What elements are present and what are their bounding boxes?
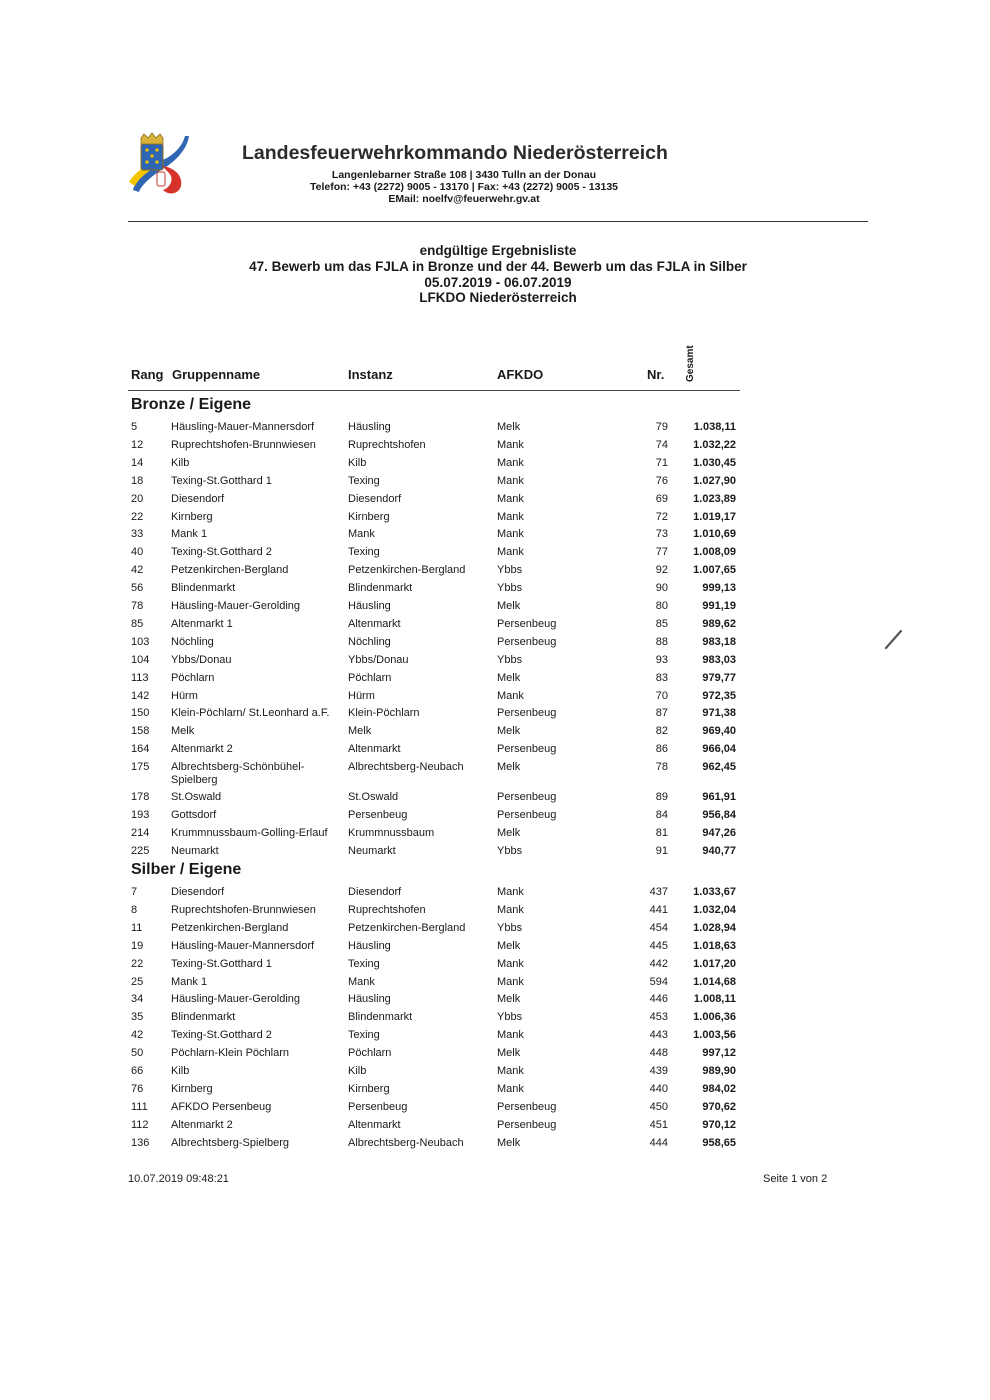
cell-gruppenname: Texing-St.Gotthard 1 (171, 957, 272, 970)
cell-instanz: Albrechtsberg-Neubach (348, 1136, 464, 1149)
cell-gruppenname: Ruprechtshofen-Brunnwiesen (171, 438, 316, 451)
cell-nr: 443 (649, 1029, 668, 1042)
cell-gruppenname: Ruprechtshofen-Brunnwiesen (171, 903, 316, 916)
cell-nr: 594 (649, 975, 668, 988)
cell-rang: 225 (131, 844, 150, 857)
cell-gruppenname: Kilb (171, 456, 190, 469)
email-line: EMail: noelfv@feuerwehr.gv.at (388, 193, 540, 205)
cell-afkdo: Melk (497, 993, 521, 1006)
cell-gesamt: 1.007,65 (693, 564, 736, 577)
cell-nr: 72 (655, 510, 668, 523)
cell-instanz: Texing (348, 1029, 380, 1042)
cell-afkdo: Persenbeug (497, 743, 557, 756)
title-line-2: 47. Bewerb um das FJLA in Bronze und der 44. Bewerb um das FJLA in Silber (249, 258, 747, 274)
page-indicator: Seite 1 von 2 (763, 1173, 828, 1185)
cell-afkdo: Melk (497, 761, 521, 774)
cell-nr: 90 (655, 582, 668, 595)
cell-gesamt: 970,12 (702, 1118, 736, 1131)
cell-instanz: Hürm (348, 689, 375, 702)
cell-afkdo: Mank (497, 886, 524, 898)
table-row (0, 511, 990, 529)
cell-nr: 86 (655, 743, 668, 756)
cell-afkdo: Persenbeug (497, 791, 557, 803)
cell-nr: 87 (655, 707, 668, 720)
cell-nr: 445 (649, 939, 668, 952)
cell-rang: 164 (131, 743, 150, 756)
cell-afkdo: Mank (497, 1029, 524, 1042)
cell-rang: 33 (131, 528, 144, 541)
cell-afkdo: Persenbeug (497, 617, 557, 630)
section-title: Bronze / Eigene (131, 396, 252, 413)
cell-rang: 42 (131, 564, 144, 577)
cell-afkdo: Ybbs (497, 844, 523, 857)
cell-afkdo: Persenbeug (497, 635, 557, 648)
cell-gesamt: 1.019,17 (693, 510, 736, 523)
cell-instanz: Persenbeug (348, 808, 408, 821)
cell-rang: 150 (131, 707, 150, 720)
table-row (0, 886, 990, 904)
cell-gesamt: 997,12 (702, 1047, 736, 1060)
table-row (0, 1065, 990, 1083)
cell-nr: 453 (649, 1011, 668, 1024)
cell-rang: 103 (131, 635, 150, 648)
cell-afkdo: Persenbeug (497, 808, 557, 821)
cell-gesamt: 1.008,09 (693, 546, 736, 559)
table-row (0, 904, 990, 922)
cell-gesamt: 1.010,69 (693, 528, 736, 541)
cell-rang: 40 (131, 546, 144, 559)
cell-gruppenname: Texing-St.Gotthard 1 (171, 474, 272, 487)
cell-instanz: Petzenkirchen-Bergland (348, 564, 466, 577)
cell-instanz: Mank (348, 975, 375, 988)
cell-instanz: Persenbeug (348, 1100, 408, 1113)
cell-rang: 7 (131, 886, 138, 898)
cell-rang: 22 (131, 957, 144, 970)
cell-afkdo: Ybbs (497, 1011, 523, 1024)
cell-rang: 78 (131, 600, 144, 612)
cell-rang: 35 (131, 1011, 144, 1024)
cell-nr: 78 (655, 761, 668, 774)
cell-gesamt: 999,13 (702, 582, 736, 595)
cell-rang: 56 (131, 582, 144, 595)
cell-gesamt: 1.017,20 (693, 957, 736, 970)
cell-instanz: Blindenmarkt (348, 582, 413, 595)
cell-instanz: Texing (348, 546, 380, 559)
cell-nr: 439 (649, 1065, 668, 1077)
cell-instanz: Altenmarkt (348, 617, 401, 630)
column-header-rang: Rang (131, 367, 164, 382)
cell-instanz: Melk (348, 725, 372, 738)
cell-nr: 79 (655, 421, 668, 433)
table-row (0, 922, 990, 940)
cell-afkdo: Mank (497, 474, 524, 487)
cell-nr: 92 (655, 564, 668, 577)
cell-nr: 454 (649, 921, 668, 934)
cell-nr: 450 (649, 1100, 668, 1113)
cell-nr: 84 (655, 808, 668, 821)
cell-afkdo: Ybbs (497, 564, 523, 577)
title-line-1: endgültige Ergebnisliste (419, 243, 577, 258)
cell-gesamt: 1.018,63 (693, 939, 736, 952)
cell-instanz: St.Oswald (348, 791, 399, 803)
table-row (0, 1119, 990, 1137)
cell-instanz: Häusling (348, 421, 391, 433)
table-row (0, 940, 990, 958)
cell-instanz: Kirnberg (348, 1082, 390, 1095)
cell-gruppenname: Diesendorf (171, 492, 225, 505)
cell-nr: 85 (655, 617, 668, 630)
table-header-rule (128, 390, 740, 391)
cell-gruppenname: Häusling-Mauer-Gerolding (171, 600, 301, 612)
cell-gesamt: 947,26 (702, 826, 736, 839)
column-header-nr: Nr. (647, 367, 665, 382)
title-line-4: LFKDO Niederösterreich (419, 290, 577, 306)
cell-gruppenname: Blindenmarkt (171, 1011, 236, 1024)
cell-gesamt: 991,19 (702, 600, 736, 612)
cell-instanz: Häusling (348, 939, 391, 952)
cell-instanz: Nöchling (348, 635, 391, 648)
cell-nr: 89 (655, 791, 668, 803)
table-row (0, 690, 990, 708)
cell-nr: 444 (649, 1136, 668, 1149)
cell-gruppenname: AFKDO Persenbeug (171, 1100, 272, 1113)
letterhead (0, 0, 990, 230)
table-row (0, 439, 990, 457)
cell-gesamt: 984,02 (702, 1082, 736, 1095)
print-timestamp: 10.07.2019 09:48:21 (128, 1173, 229, 1185)
cell-gruppenname: Häusling-Mauer-Gerolding (171, 993, 301, 1006)
table-row (0, 493, 990, 511)
cell-gruppenname: Kirnberg (171, 1082, 213, 1095)
cell-gruppenname: Albrechtsberg-Spielberg (171, 1136, 290, 1149)
cell-gesamt: 983,18 (702, 635, 736, 648)
pen-mark (884, 628, 904, 650)
cell-rang: 11 (131, 921, 143, 934)
cell-gesamt: 1.032,22 (693, 438, 736, 451)
cell-gruppenname: Mank 1 (171, 528, 208, 541)
cell-gruppenname: Petzenkirchen-Bergland (171, 564, 289, 577)
cell-afkdo: Melk (497, 1136, 521, 1149)
cell-nr: 448 (649, 1047, 668, 1060)
column-header-gesamt: Gesamt (685, 345, 696, 382)
cell-gesamt: 989,62 (702, 617, 736, 630)
title-line-3: 05.07.2019 - 06.07.2019 (424, 274, 572, 290)
cell-nr: 93 (655, 653, 668, 666)
cell-instanz: Altenmarkt (348, 1118, 401, 1131)
cell-nr: 71 (655, 456, 668, 469)
cell-afkdo: Mank (497, 1082, 524, 1095)
cell-afkdo: Ybbs (497, 653, 523, 666)
cell-afkdo: Mank (497, 957, 524, 970)
cell-instanz: Häusling (348, 600, 391, 612)
cell-afkdo: Melk (497, 939, 521, 952)
cell-rang: 104 (131, 653, 150, 666)
cell-instanz: Krummnussbaum (348, 826, 435, 839)
table-row (0, 827, 990, 845)
cell-afkdo: Mank (497, 456, 524, 469)
coat-of-arms-logo (127, 132, 189, 196)
cell-nr: 88 (655, 635, 668, 648)
cell-gesamt: 969,40 (702, 725, 736, 738)
table-row (0, 761, 990, 786)
cell-gruppenname: Ybbs/Donau (171, 653, 232, 666)
cell-gruppenname: Blindenmarkt (171, 582, 236, 595)
table-row (0, 958, 990, 976)
cell-nr: 440 (649, 1082, 668, 1095)
cell-nr: 451 (649, 1118, 668, 1131)
cell-rang: 19 (131, 939, 144, 952)
cell-instanz: Kirnberg (348, 510, 390, 523)
cell-gesamt: 1.023,89 (693, 492, 736, 505)
cell-gruppenname: Pöchlarn (171, 671, 215, 684)
cell-afkdo: Persenbeug (497, 1118, 557, 1131)
cell-afkdo: Mank (497, 438, 524, 451)
cell-afkdo: Mank (497, 975, 524, 988)
column-header-gruppenname: Gruppenname (172, 367, 261, 382)
cell-instanz: Ruprechtshofen (348, 903, 426, 916)
cell-instanz: Petzenkirchen-Bergland (348, 921, 466, 934)
cell-gruppenname: Altenmarkt 2 (171, 1118, 233, 1131)
cell-gruppenname: Klein-Pöchlarn/ St.Leonhard a.F. (171, 707, 330, 720)
cell-afkdo: Mank (497, 1065, 524, 1077)
cell-rang: 22 (131, 510, 144, 523)
section-title: Silber / Eigene (131, 861, 242, 878)
cell-rang: 18 (131, 474, 144, 487)
table-row (0, 421, 990, 439)
table-row (0, 809, 990, 827)
table-row (0, 654, 990, 672)
cell-afkdo: Mank (497, 510, 524, 523)
cell-nr: 91 (655, 844, 668, 857)
cell-gesamt: 970,62 (702, 1100, 736, 1113)
cell-gesamt: 979,77 (702, 671, 736, 684)
cell-gruppenname: Pöchlarn-Klein Pöchlarn (171, 1047, 290, 1060)
cell-rang: 5 (131, 421, 138, 433)
table-row (0, 475, 990, 493)
table-row (0, 707, 990, 725)
cell-nr: 442 (649, 957, 668, 970)
cell-gruppenname: Altenmarkt 2 (171, 743, 233, 756)
column-header-afkdo: AFKDO (497, 367, 544, 382)
cell-nr: 74 (655, 438, 668, 451)
cell-afkdo: Mank (497, 528, 524, 541)
cell-gesamt: 1.030,45 (693, 456, 736, 469)
cell-rang: 66 (131, 1065, 144, 1077)
cell-rang: 8 (131, 903, 138, 916)
cell-instanz: Kilb (348, 1065, 367, 1077)
cell-gesamt: 983,03 (702, 653, 736, 666)
cell-gruppenname: Krummnussbaum-Golling-Erlauf (171, 826, 328, 839)
cell-afkdo: Mank (497, 546, 524, 559)
cell-nr: 83 (655, 671, 668, 684)
cell-instanz: Diesendorf (348, 492, 402, 505)
cell-afkdo: Mank (497, 689, 524, 702)
cell-gesamt: 1.027,90 (693, 474, 736, 487)
cell-gruppenname: Nöchling (171, 635, 214, 648)
cell-rang: 50 (131, 1047, 144, 1060)
table-row (0, 845, 990, 863)
cell-afkdo: Persenbeug (497, 707, 557, 720)
cell-nr: 441 (649, 903, 668, 916)
cell-rang: 111 (131, 1100, 148, 1113)
cell-instanz: Texing (348, 957, 380, 970)
table-row (0, 725, 990, 743)
cell-gesamt: 940,77 (702, 844, 736, 857)
cell-gruppenname: Häusling-Mauer-Mannersdorf (171, 939, 315, 952)
header-divider (128, 221, 868, 222)
cell-nr: 69 (655, 492, 668, 505)
cell-rang: 25 (131, 975, 144, 988)
table-row (0, 743, 990, 761)
cell-rang: 214 (131, 826, 150, 839)
cell-afkdo: Melk (497, 725, 521, 738)
table-row (0, 618, 990, 636)
cell-gruppenname: Texing-St.Gotthard 2 (171, 1029, 272, 1042)
cell-instanz: Diesendorf (348, 886, 402, 898)
table-row (0, 976, 990, 994)
cell-rang: 136 (131, 1136, 150, 1149)
cell-nr: 77 (655, 546, 668, 559)
cell-instanz: Kilb (348, 456, 367, 469)
table-row (0, 1011, 990, 1029)
cell-nr: 70 (655, 689, 668, 702)
cell-rang: 14 (131, 456, 144, 469)
cell-gesamt: 1.006,36 (693, 1011, 736, 1024)
cell-gruppenname: Kilb (171, 1065, 190, 1077)
cell-gruppenname: Gottsdorf (171, 808, 217, 821)
cell-afkdo: Melk (497, 421, 521, 433)
cell-instanz: Klein-Pöchlarn (348, 707, 420, 720)
cell-afkdo: Mank (497, 903, 524, 916)
table-row (0, 600, 990, 618)
cell-gruppenname: Diesendorf (171, 886, 225, 898)
cell-gruppenname: Petzenkirchen-Bergland (171, 921, 289, 934)
cell-gruppenname: Hürm (171, 689, 198, 702)
cell-gesamt: 1.032,04 (693, 903, 736, 916)
table-row (0, 457, 990, 475)
cell-rang: 20 (131, 492, 144, 505)
cell-rang: 158 (131, 725, 150, 738)
cell-gesamt: 989,90 (702, 1065, 736, 1077)
cell-rang: 193 (131, 808, 150, 821)
cell-gesamt: 1.033,67 (693, 886, 736, 898)
cell-gesamt: 971,38 (702, 707, 736, 720)
cell-nr: 446 (649, 993, 668, 1006)
cell-afkdo: Melk (497, 826, 521, 839)
cell-gruppenname: Neumarkt (171, 844, 219, 857)
cell-gruppenname: Texing-St.Gotthard 2 (171, 546, 272, 559)
cell-instanz: Albrechtsberg-Neubach (348, 761, 464, 774)
cell-instanz: Altenmarkt (348, 743, 401, 756)
cell-gesamt: 1.003,56 (693, 1029, 736, 1042)
cell-instanz: Ybbs/Donau (348, 653, 409, 666)
cell-afkdo: Melk (497, 600, 521, 612)
table-row (0, 1047, 990, 1065)
cell-rang: 85 (131, 617, 144, 630)
cell-rang: 142 (131, 689, 150, 702)
cell-gesamt: 958,65 (702, 1136, 736, 1149)
table-row (0, 582, 990, 600)
cell-gruppenname: Häusling-Mauer-Mannersdorf (171, 421, 315, 433)
cell-nr: 80 (655, 600, 668, 612)
cell-gesamt: 962,45 (702, 761, 736, 774)
address-line: Langenlebarner Straße 108 | 3430 Tulln an der Donau (331, 169, 597, 181)
cell-gesamt: 966,04 (702, 743, 736, 756)
cell-nr: 82 (655, 725, 668, 738)
cell-instanz: Häusling (348, 993, 391, 1006)
cell-gesamt: 1.014,68 (693, 975, 736, 988)
cell-afkdo: Melk (497, 671, 521, 684)
cell-rang: 113 (131, 671, 149, 684)
document-title (200, 243, 796, 306)
cell-rang: 76 (131, 1082, 144, 1095)
cell-rang: 175 (131, 761, 150, 774)
cell-afkdo: Mank (497, 492, 524, 505)
phone-line: Telefon: +43 (2272) 9005 - 13170 | Fax: +43 (2272) 9005 - 13135 (309, 181, 619, 193)
cell-nr: 76 (655, 474, 668, 487)
cell-nr: 81 (655, 826, 668, 839)
cell-instanz: Pöchlarn (348, 671, 392, 684)
cell-gesamt: 1.038,11 (693, 421, 736, 433)
cell-gruppenname: Albrechtsberg-Schönbühel-Spielberg (171, 761, 305, 786)
table-row (0, 672, 990, 690)
cell-rang: 112 (131, 1118, 149, 1131)
cell-instanz: Mank (348, 528, 375, 541)
cell-rang: 12 (131, 438, 144, 451)
table-row (0, 1029, 990, 1047)
cell-instanz: Pöchlarn (348, 1047, 392, 1060)
cell-instanz: Texing (348, 474, 380, 487)
cell-gesamt: 972,35 (702, 689, 736, 702)
cell-afkdo: Ybbs (497, 921, 523, 934)
table-row (0, 1137, 990, 1155)
table-row (0, 1083, 990, 1101)
table-row (0, 993, 990, 1011)
cell-gesamt: 1.008,11 (693, 993, 736, 1006)
cell-gruppenname: St.Oswald (171, 791, 222, 803)
column-header-instanz: Instanz (348, 367, 393, 382)
cell-gruppenname: Mank 1 (171, 975, 208, 988)
table-row (0, 1101, 990, 1119)
cell-afkdo: Melk (497, 1047, 521, 1060)
table-row (0, 636, 990, 654)
cell-gesamt: 961,91 (702, 791, 736, 803)
cell-gesamt: 956,84 (702, 808, 736, 821)
organization-name: Landesfeuerwehrkommando Niederösterreich (242, 142, 668, 164)
cell-rang: 42 (131, 1029, 144, 1042)
cell-nr: 437 (649, 886, 668, 898)
cell-instanz: Blindenmarkt (348, 1011, 413, 1024)
table-row (0, 564, 990, 582)
cell-rang: 34 (131, 993, 144, 1006)
cell-gruppenname: Altenmarkt 1 (171, 617, 233, 630)
cell-rang: 178 (131, 791, 150, 803)
table-row (0, 546, 990, 564)
cell-instanz: Neumarkt (348, 844, 396, 857)
cell-gruppenname: Melk (171, 725, 195, 738)
cell-afkdo: Persenbeug (497, 1100, 557, 1113)
cell-nr: 73 (655, 528, 668, 541)
cell-gesamt: 1.028,94 (693, 921, 736, 934)
cell-instanz: Ruprechtshofen (348, 438, 426, 451)
table-row (0, 528, 990, 546)
table-row (0, 791, 990, 809)
cell-afkdo: Ybbs (497, 582, 523, 595)
cell-gruppenname: Kirnberg (171, 510, 213, 523)
